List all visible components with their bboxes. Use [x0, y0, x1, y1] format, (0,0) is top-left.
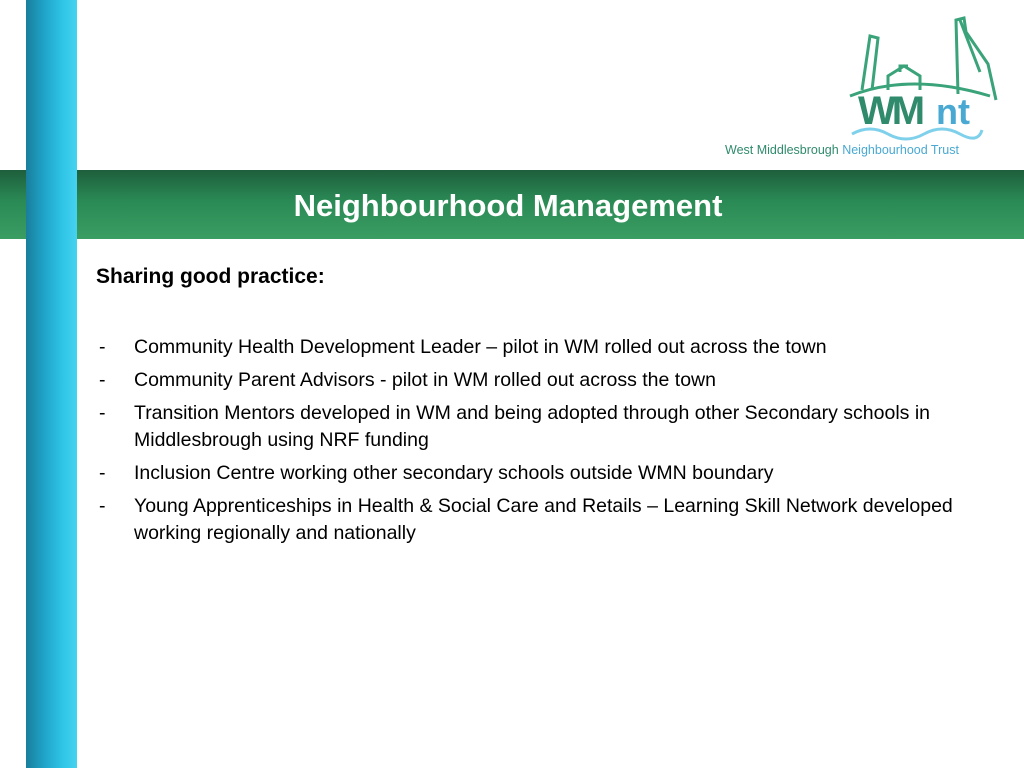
bullet-list [96, 334, 996, 547]
bullet-text: Inclusion Centre working other secondary schools outside WMN boundary [134, 462, 774, 484]
bullet-text: Young Apprenticeships in Health & Social Care and Retails – Learning Skill Network developed working regionally and nationally [134, 495, 953, 544]
slide-content [96, 262, 996, 553]
list-item [96, 460, 996, 487]
bullet-text: Transition Mentors developed in WM and being adopted through other Secondary schools in Middlesbrough using NRF funding [134, 402, 931, 451]
bullet-marker: - [99, 369, 106, 391]
bullet-marker: - [99, 336, 106, 358]
side-stripe [26, 0, 77, 768]
list-item [96, 493, 996, 547]
list-item [96, 400, 996, 454]
wmnt-logo [720, 12, 1010, 162]
bullet-text: Community Parent Advisors - pilot in WM rolled out across the town [134, 369, 716, 391]
bridge-tower-left-icon [862, 36, 878, 90]
logo-mark-text: WM [858, 89, 922, 133]
list-item [96, 334, 996, 361]
bullet-marker: - [99, 495, 106, 517]
slide-title [0, 186, 1024, 226]
list-item [96, 367, 996, 394]
logo-caption-part2: Neighbourhood Trust [842, 143, 959, 157]
section-heading: Sharing good practice: [96, 265, 325, 288]
bullet-text: Community Health Development Leader – pilot in WM rolled out across the town [134, 336, 827, 358]
logo-caption-part1: West Middlesbrough [725, 143, 839, 157]
logo-caption [725, 142, 959, 158]
bullet-marker: - [99, 462, 106, 484]
slide-title-text: Neighbourhood Management [293, 188, 723, 223]
bullet-marker: - [99, 402, 106, 424]
svg-text:nt: nt [936, 91, 970, 132]
